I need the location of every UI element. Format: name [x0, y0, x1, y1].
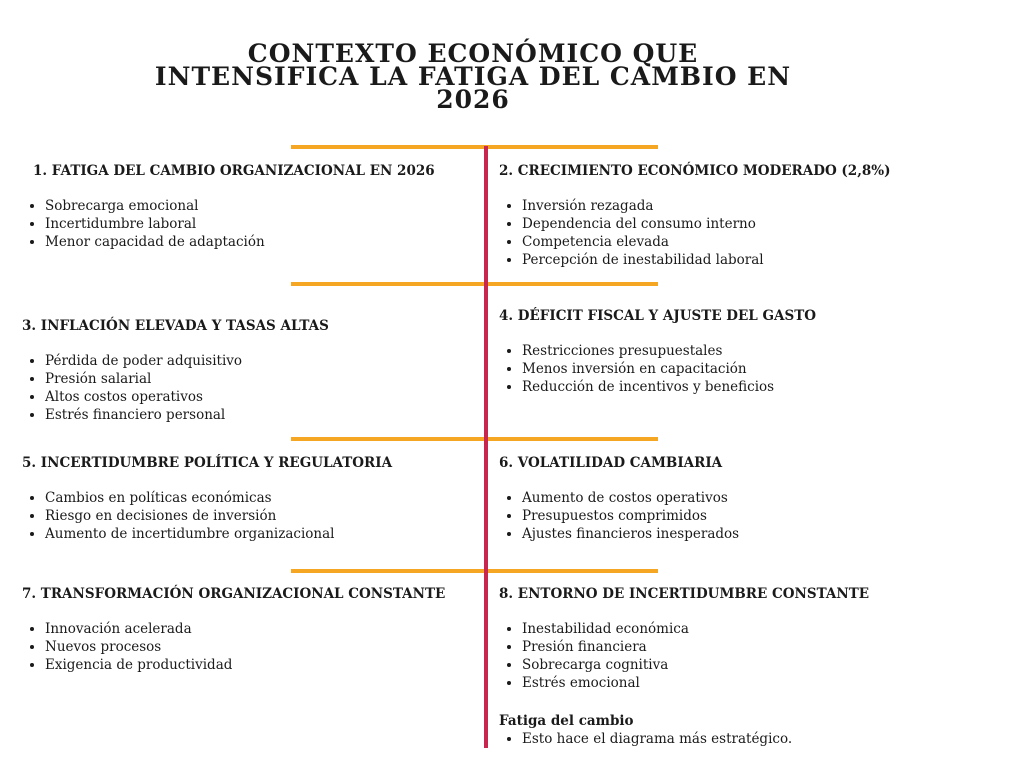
list-item: Riesgo en decisiones de inversión: [45, 507, 392, 525]
section-heading: 3. INFLACIÓN ELEVADA Y TASAS ALTAS: [22, 318, 329, 334]
section-heading: 7. TRANSFORMACIÓN ORGANIZACIONAL CONSTANTE: [22, 586, 446, 602]
bullet-list: [22, 489, 392, 543]
section-6: [499, 454, 739, 543]
section-heading: 6. VOLATILIDAD CAMBIARIA: [499, 455, 723, 471]
list-item: Esto hace el diagrama más estratégico.: [522, 731, 793, 747]
list-item: Competencia elevada: [522, 233, 891, 251]
list-item: Menos inversión en capacitación: [522, 360, 816, 378]
bullet-list: [33, 197, 435, 251]
divider-horizontal-3: [291, 437, 658, 441]
list-item: Cambios en políticas económicas: [45, 489, 392, 507]
list-item: Presión financiera: [522, 638, 869, 656]
list-item: Menor capacidad de adaptación: [45, 233, 435, 251]
list-item: Reducción de incentivos y beneficios: [522, 378, 816, 396]
section-8: [499, 585, 869, 692]
note-heading: Fatiga del cambio: [499, 713, 634, 729]
list-item: Restricciones presupuestales: [522, 342, 816, 360]
section-5: [22, 454, 392, 543]
bullet-list: [499, 730, 792, 748]
bullet-list: [499, 197, 891, 269]
section-7: [22, 585, 445, 674]
list-item: Dependencia del consumo interno: [522, 215, 891, 233]
bullet-list: [22, 620, 445, 674]
list-item: Innovación acelerada: [45, 620, 445, 638]
list-item: Presión salarial: [45, 370, 329, 388]
divider-vertical: [484, 146, 488, 748]
list-item: Estrés emocional: [522, 674, 869, 692]
section-3: [22, 317, 329, 424]
title-line-2: INTENSIFICA LA FATIGA DEL CAMBIO EN: [154, 62, 792, 91]
list-item: Ajustes financieros inesperados: [522, 526, 740, 542]
bullet-list: [499, 342, 816, 396]
section-heading: 8. ENTORNO DE INCERTIDUMBRE CONSTANTE: [499, 586, 870, 602]
section-heading: 1. FATIGA DEL CAMBIO ORGANIZACIONAL EN 2026: [33, 163, 435, 179]
bullet-list: [499, 489, 739, 543]
list-item: Nuevos procesos: [45, 638, 445, 656]
list-item: Percepción de inestabilidad laboral: [522, 251, 891, 269]
list-item: Altos costos operativos: [45, 388, 329, 406]
list-item: Sobrecarga emocional: [45, 197, 435, 215]
section-4: [499, 307, 816, 396]
divider-horizontal-2: [291, 282, 658, 286]
fatigue-note: [499, 712, 792, 748]
list-item: Exigencia de productividad: [45, 656, 445, 674]
list-item: Sobrecarga cognitiva: [522, 656, 869, 674]
section-heading: 2. CRECIMIENTO ECONÓMICO MODERADO (2,8%): [499, 163, 891, 179]
list-item: Aumento de costos operativos: [522, 489, 739, 507]
list-item: Incertidumbre laboral: [45, 215, 435, 233]
divider-horizontal-4: [291, 569, 658, 573]
list-item: Pérdida de poder adquisitivo: [45, 352, 329, 370]
section-heading: 5. INCERTIDUMBRE POLÍTICA Y REGULATORIA: [22, 455, 393, 471]
divider-horizontal-1: [291, 145, 658, 149]
title-line-3: 2026: [436, 85, 510, 114]
section-1: [33, 162, 435, 251]
list-item: Inversión rezagada: [522, 197, 891, 215]
list-item: Estrés financiero personal: [45, 406, 329, 424]
bullet-list: [22, 352, 329, 424]
list-item: Presupuestos comprimidos: [522, 507, 739, 525]
title-line-1: CONTEXTO ECONÓMICO QUE: [247, 39, 699, 68]
section-heading: 4. DÉFICIT FISCAL Y AJUSTE DEL GASTO: [499, 308, 817, 324]
bullet-list: [499, 620, 869, 692]
list-item: Aumento de incertidumbre organizacional: [45, 525, 392, 543]
list-item: Inestabilidad económica: [522, 620, 869, 638]
page-title: [0, 39, 946, 114]
section-2: [499, 162, 891, 269]
